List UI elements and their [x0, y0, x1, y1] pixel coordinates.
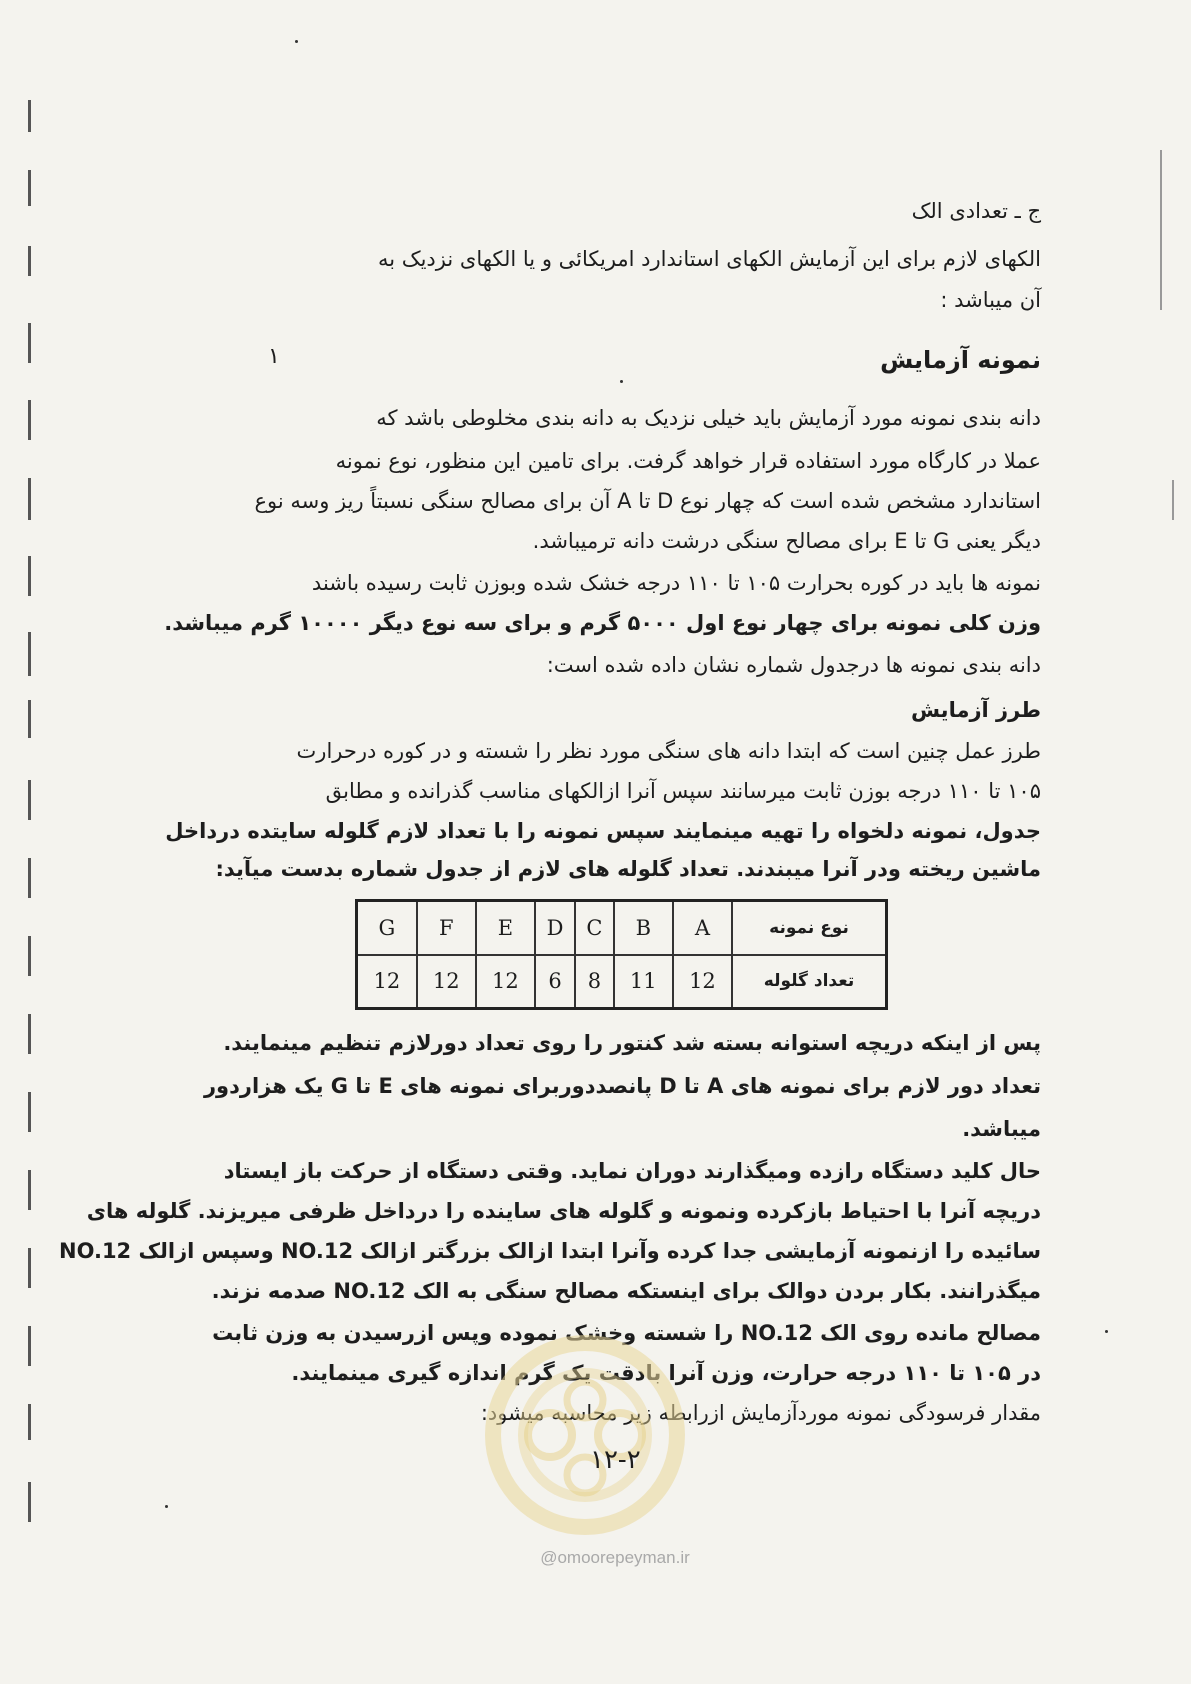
text-line: دریچه آنرا با احتیاط بازکرده ونمونه و گلوله های ساینده را درداخل ظرفی میریزند. گلوله های	[86, 1199, 1041, 1223]
table-cell: D	[535, 901, 575, 955]
margin-mark	[28, 556, 31, 596]
text-line: سائیده را ازنمونه آزمایشی جدا کرده وآنرا ابتدا ازالک بزرگتر ازالک NO.12 وسپس ازالک NO.12	[59, 1239, 1041, 1263]
text-line: ماشین ریخته ودر آنرا میبندند. تعداد گلوله های لازم از جدول شماره بدست میآید:	[215, 857, 1041, 881]
margin-mark	[28, 1482, 31, 1522]
text-line: آن میباشد :	[940, 288, 1041, 312]
table-cell: 12	[476, 955, 535, 1009]
speck	[295, 40, 298, 43]
text-line: طرز عمل چنین است که ابتدا دانه های سنگی مورد نظر را شسته و در کوره درحرارت	[296, 739, 1041, 763]
margin-mark	[28, 478, 31, 520]
text-line: پس از اینکه دریچه استوانه بسته شد کنتور را روی تعداد دورلازم تنظیم مینمایند.	[223, 1031, 1041, 1055]
text-line: دانه بندی نمونه مورد آزمایش باید خیلی نزدیک به دانه بندی مخلوطی باشد که	[376, 406, 1041, 430]
table-cell: E	[476, 901, 535, 955]
section-heading: نمونه آزمایش	[880, 346, 1041, 374]
watermark-text: @omoorepeyman.ir	[540, 1548, 690, 1567]
text-line: نمونه ها باید در کوره بحرارت ۱۰۵ تا ۱۱۰ درجه خشک شده وبوزن ثابت رسیده باشند	[311, 571, 1041, 595]
section-heading: طرز آزمایش	[911, 698, 1041, 722]
table-header-cell: تعداد گلوله	[732, 955, 887, 1009]
margin-mark	[28, 780, 31, 820]
text-line: میباشد.	[962, 1117, 1041, 1141]
speck	[165, 1505, 168, 1508]
text-line: میگذرانند. بکار بردن دوالک برای اینستکه مصالح سنگی به الک NO.12 صدمه نزند.	[211, 1279, 1041, 1303]
margin-mark	[28, 100, 31, 132]
margin-mark	[28, 700, 31, 738]
table-cell: F	[417, 901, 476, 955]
watermark-seal-icon	[480, 1325, 690, 1555]
text-line: در ۱۰۵ تا ۱۱۰ درجه حرارت، وزن آنرا بادقت یک گرم اندازه گیری مینمایند.	[291, 1361, 1041, 1385]
text-line: ۱۰۵ تا ۱۱۰ درجه بوزن ثابت میرسانند سپس آنرا ازالکهای مناسب گذرانده و مطابق	[325, 779, 1041, 803]
table-cell: 12	[357, 955, 417, 1009]
page-number: ۱۲-۲	[590, 1445, 641, 1475]
margin-mark	[1172, 480, 1174, 520]
table-row	[357, 901, 887, 955]
text-line: استاندارد مشخص شده است که چهار نوع D تا A آن برای مصالح سنگی نسبتاً ریز وسه نوع	[254, 489, 1041, 513]
table-cell: A	[673, 901, 732, 955]
table-cell: G	[357, 901, 417, 955]
text-line: مقدار فرسودگی نمونه موردآزمایش ازرابطه زیر محاسبه میشود:	[480, 1401, 1041, 1425]
speck	[620, 380, 623, 383]
text-line: حال کلید دستگاه رازده ومیگذارند دوران نماید. وقتی دستگاه از حرکت باز ایستاد	[223, 1159, 1041, 1183]
margin-mark	[1160, 150, 1162, 310]
text-line: مصالح مانده روی الک NO.12 را شسته وخشک نموده وپس ازرسیدن به وزن ثابت	[212, 1321, 1041, 1345]
margin-mark	[28, 936, 31, 976]
text-line: تعداد دور لازم برای نمونه های A تا D پانصددوربرای نمونه های E تا G یک هزاردور	[203, 1074, 1041, 1098]
margin-mark	[28, 1092, 31, 1132]
table-cell: 11	[614, 955, 673, 1009]
speck	[1105, 1330, 1108, 1333]
margin-mark	[28, 246, 31, 276]
text-line: الکهای لازم برای این آزمایش الکهای استاندارد امریکائی و یا الکهای نزدیک به	[378, 247, 1041, 271]
margin-mark	[28, 1404, 31, 1440]
margin-mark	[28, 1014, 31, 1054]
text-line: دانه بندی نمونه ها درجدول شماره نشان داده شده است:	[546, 653, 1041, 677]
table-cell: 12	[673, 955, 732, 1009]
margin-mark	[28, 1248, 31, 1288]
table-cell: 12	[417, 955, 476, 1009]
text-line: عملا در کارگاه مورد استفاده قرار خواهد گرفت. برای تامین این منظور، نوع نمونه	[335, 449, 1041, 473]
margin-mark	[28, 858, 31, 898]
table-cell: 8	[575, 955, 614, 1009]
section-label: ج ـ تعدادی الک	[911, 199, 1041, 223]
marginal-mark: ۱	[268, 344, 280, 369]
text-line: وزن کلی نمونه برای چهار نوع اول ۵۰۰۰ گرم و برای سه نوع دیگر ۱۰۰۰۰ گرم میباشد.	[164, 611, 1041, 635]
margin-mark	[28, 1170, 31, 1210]
margin-mark	[28, 1326, 31, 1366]
margin-mark	[28, 632, 31, 676]
margin-mark	[28, 323, 31, 363]
margin-mark	[28, 170, 31, 206]
ball-count-table	[355, 899, 888, 1010]
text-line: جدول، نمونه دلخواه را تهیه مینمایند سپس نمونه را با تعداد لازم گلوله سایتده درداخل	[165, 819, 1041, 843]
table-row	[357, 955, 887, 1009]
table-cell: C	[575, 901, 614, 955]
text-line: دیگر یعنی G تا E برای مصالح سنگی درشت دانه ترمیباشد.	[532, 529, 1041, 553]
table-cell: 6	[535, 955, 575, 1009]
table-cell: B	[614, 901, 673, 955]
table-header-cell: نوع نمونه	[732, 901, 887, 955]
margin-mark	[28, 400, 31, 440]
